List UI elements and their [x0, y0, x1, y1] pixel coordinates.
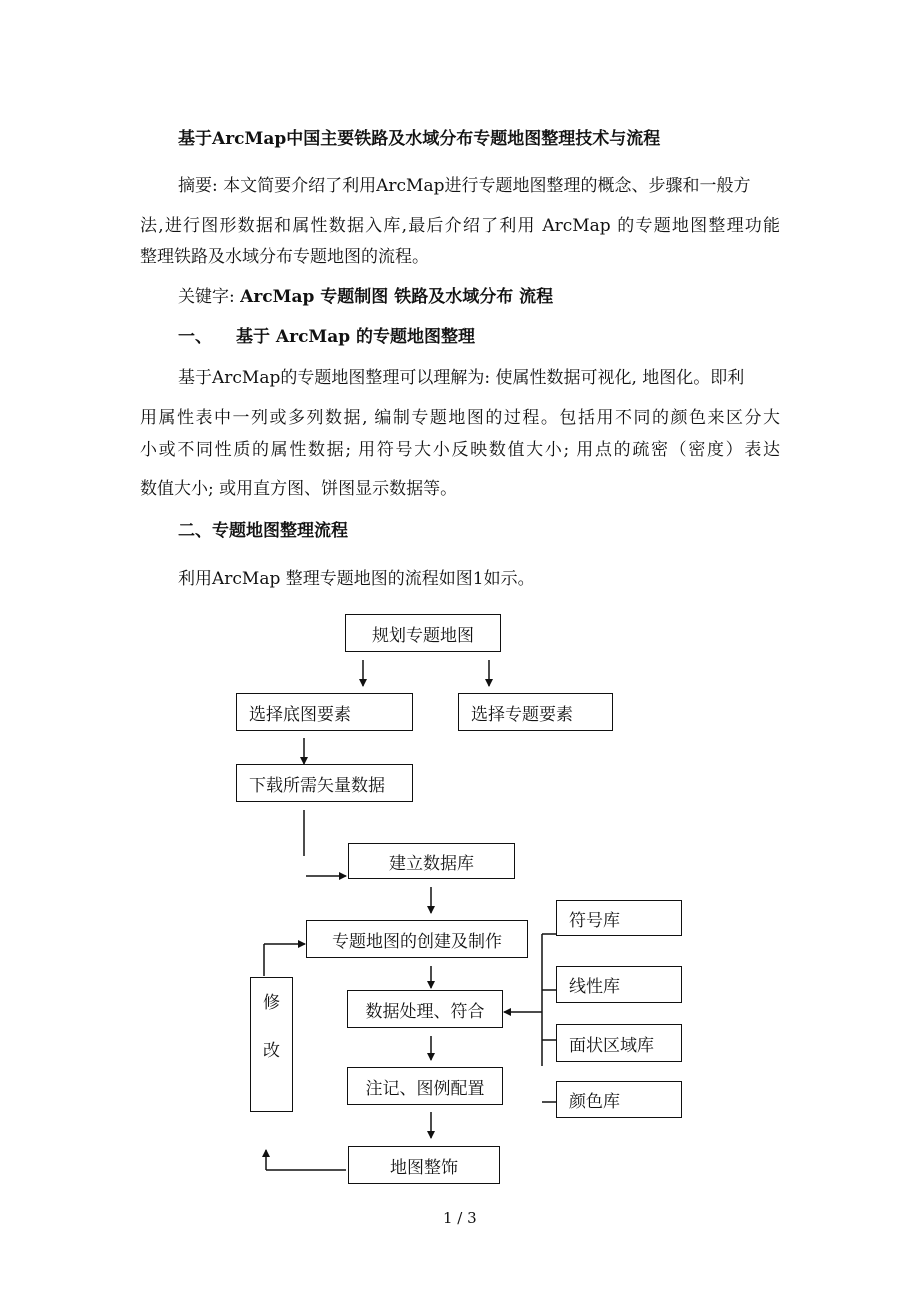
section-1-para-line-4: 数值大小; 或用直方图、饼图显示数据等。	[140, 479, 458, 499]
box-create-label: 专题地图的创建及制作	[332, 931, 502, 952]
box-line-library-label: 线性库	[569, 977, 620, 997]
section-1-para-line-1: 基于ArcMap的专题地图整理可以理解为: 使属性数据可视化, 地图化。即利	[178, 368, 745, 388]
box-processing-label: 数据处理、符合	[365, 1001, 485, 1022]
section-2-title: 二、专题地图整理流程	[178, 521, 348, 541]
box-annotation	[347, 1067, 503, 1105]
box-theme-elements-label: 选择专题要素	[471, 704, 573, 725]
keywords-label: 关键字:	[178, 287, 241, 307]
box-modify-char-2: 改	[263, 1041, 280, 1061]
box-annotation-label: 注记、图例配置	[365, 1078, 485, 1099]
section-1-para-line-2: 用属性表中一列或多列数据, 编制专题地图的过程。包括用不同的颜色来区分大	[140, 408, 780, 428]
box-area-library-label: 面状区域库	[569, 1035, 654, 1056]
box-database	[348, 843, 515, 879]
section-2-para: 利用ArcMap 整理专题地图的流程如图1如示。	[178, 569, 535, 589]
box-symbol-library-label: 符号库	[569, 910, 620, 931]
box-plan-label: 规划专题地图	[372, 625, 474, 646]
keywords-value: ArcMap 专题制图 铁路及水域分布 流程	[240, 287, 554, 307]
box-modify	[250, 977, 293, 1112]
box-color-library-label: 颜色库	[569, 1092, 620, 1112]
abstract-line-3: 整理铁路及水域分布专题地图的流程。	[140, 247, 429, 267]
box-base-elements-label: 选择底图要素	[249, 704, 351, 725]
box-processing	[347, 990, 503, 1028]
box-symbol-library	[556, 900, 682, 936]
page-title: 基于ArcMap中国主要铁路及水域分布专题地图整理技术与流程	[178, 129, 661, 149]
box-color-library	[556, 1081, 682, 1118]
box-database-label: 建立数据库	[389, 853, 474, 874]
box-finishing	[348, 1146, 500, 1184]
section-1-para-line-3: 小或不同性质的属性数据; 用符号大小反映数值大小; 用点的疏密（密度）表达	[140, 440, 780, 460]
box-modify-char-1: 修	[263, 993, 280, 1013]
section-1-title: 基于 ArcMap 的专题地图整理	[236, 327, 476, 347]
box-theme-elements	[458, 693, 613, 731]
box-area-library	[556, 1024, 682, 1062]
box-download	[236, 764, 413, 802]
box-line-library	[556, 966, 682, 1003]
box-finishing-label: 地图整饰	[390, 1157, 458, 1178]
box-plan	[345, 614, 501, 652]
abstract-line-1: 摘要: 本文简要介绍了利用ArcMap进行专题地图整理的概念、步骤和一般方	[178, 176, 751, 196]
box-base-elements	[236, 693, 413, 731]
box-create	[306, 920, 528, 958]
box-download-label: 下载所需矢量数据	[249, 775, 385, 796]
abstract-line-2: 法,进行图形数据和属性数据入库,最后介绍了利用 ArcMap 的专题地图整理功能	[140, 216, 780, 236]
page-number: 1 / 3	[443, 1209, 477, 1227]
section-1-number: 一、	[178, 327, 212, 347]
